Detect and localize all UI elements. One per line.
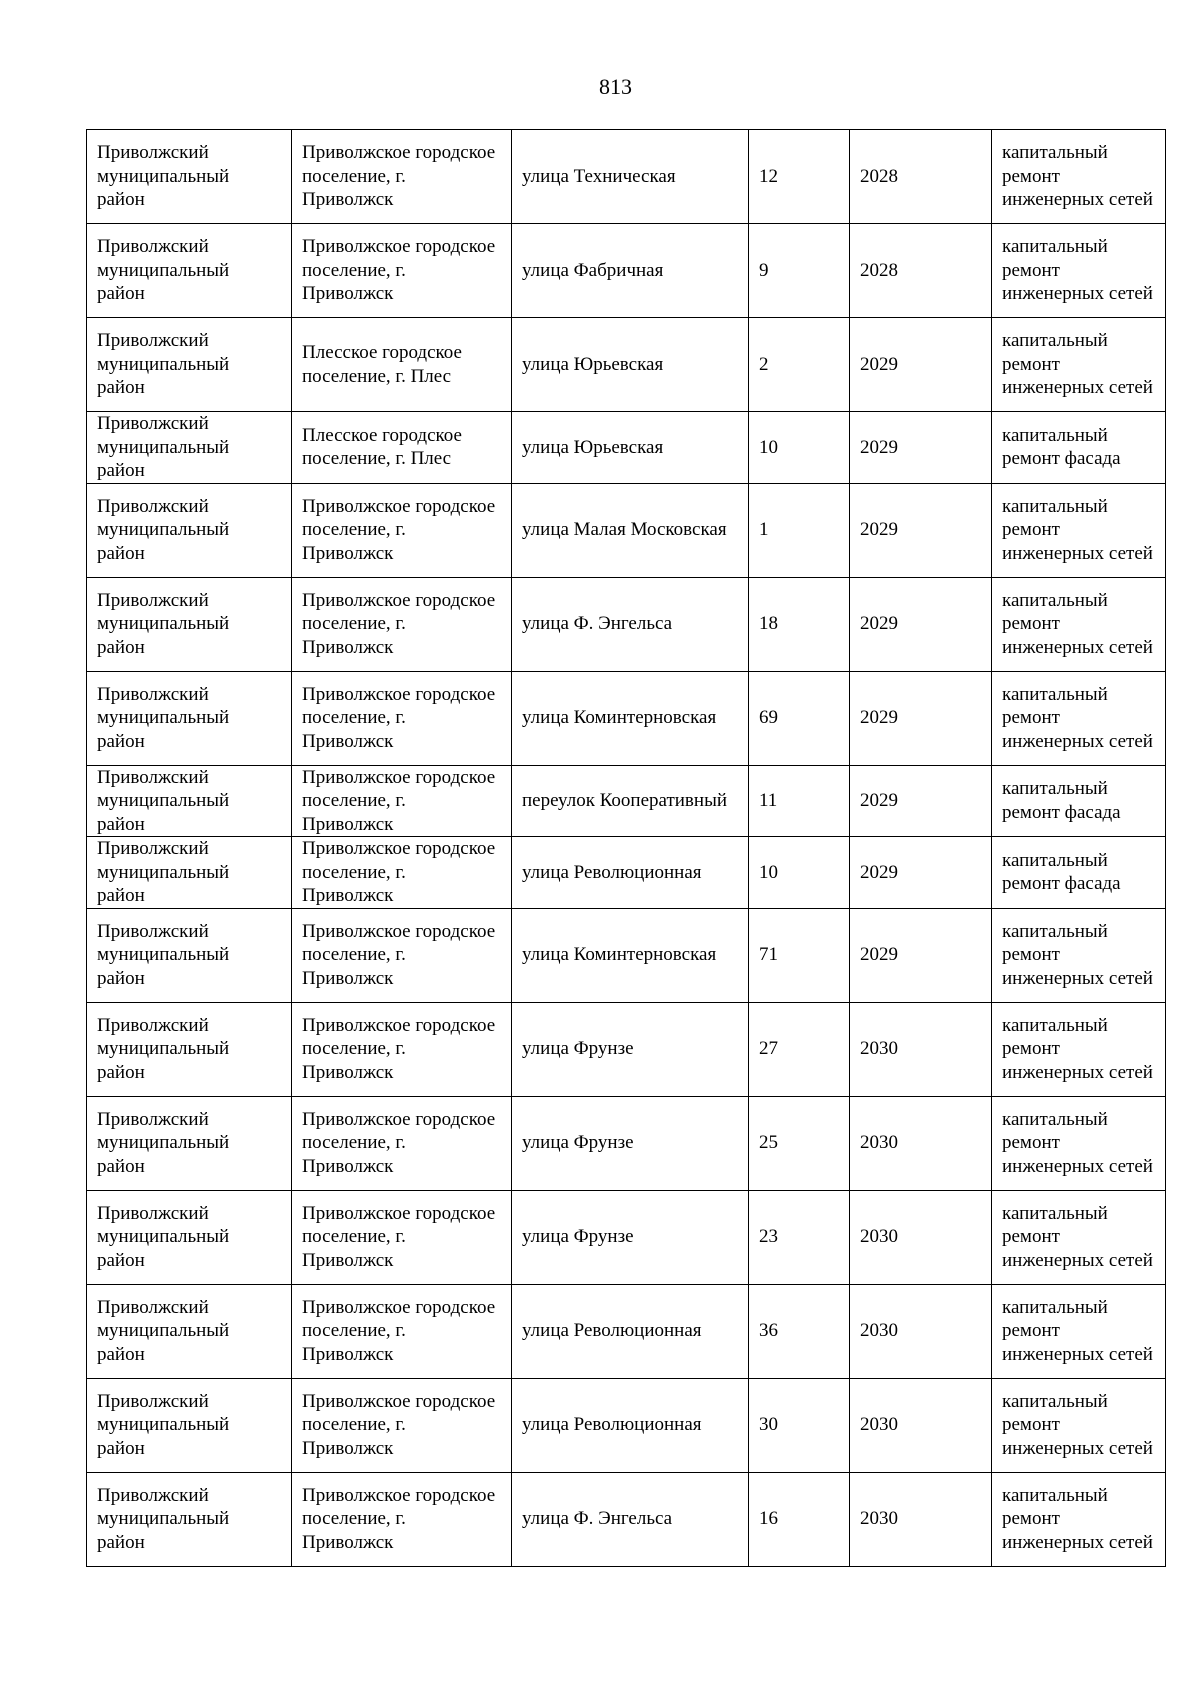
settlement-cell: Приволжское городское поселение, г. Приволжск: [292, 1472, 512, 1566]
table-row: [87, 1002, 1166, 1096]
year-cell: 2029: [850, 412, 992, 484]
house-number-cell: 1: [749, 483, 850, 577]
district-cell: Приволжский муниципальный район: [87, 1378, 292, 1472]
year-cell: 2029: [850, 483, 992, 577]
district-cell: Приволжский муниципальный район: [87, 837, 292, 909]
year-cell: 2030: [850, 1002, 992, 1096]
table-row: [87, 1096, 1166, 1190]
house-number-cell: 10: [749, 837, 850, 909]
table-row: [87, 483, 1166, 577]
district-cell: Приволжский муниципальный район: [87, 1190, 292, 1284]
table-row: [87, 1378, 1166, 1472]
work-type-cell: капитальный ремонт инженерных сетей: [992, 1284, 1166, 1378]
work-type-cell: капитальный ремонт инженерных сетей: [992, 1378, 1166, 1472]
table-row: [87, 1284, 1166, 1378]
street-cell: улица Фрунзе: [512, 1096, 749, 1190]
table-row: [87, 224, 1166, 318]
year-cell: 2029: [850, 577, 992, 671]
settlement-cell: Приволжское городское поселение, г. Приволжск: [292, 1284, 512, 1378]
house-number-cell: 25: [749, 1096, 850, 1190]
table-body: [87, 130, 1166, 1567]
work-type-cell: капитальный ремонт инженерных сетей: [992, 483, 1166, 577]
settlement-cell: Приволжское городское поселение, г. Приволжск: [292, 671, 512, 765]
settlement-cell: Приволжское городское поселение, г. Приволжск: [292, 837, 512, 909]
house-number-cell: 2: [749, 318, 850, 412]
district-cell: Приволжский муниципальный район: [87, 130, 292, 224]
street-cell: улица Коминтерновская: [512, 908, 749, 1002]
district-cell: Приволжский муниципальный район: [87, 1002, 292, 1096]
house-number-cell: 36: [749, 1284, 850, 1378]
house-number-cell: 10: [749, 412, 850, 484]
work-type-cell: капитальный ремонт инженерных сетей: [992, 908, 1166, 1002]
settlement-cell: Приволжское городское поселение, г. Приволжск: [292, 224, 512, 318]
settlement-cell: Приволжское городское поселение, г. Приволжск: [292, 483, 512, 577]
street-cell: улица Юрьевская: [512, 318, 749, 412]
year-cell: 2029: [850, 837, 992, 909]
year-cell: 2030: [850, 1472, 992, 1566]
street-cell: улица Революционная: [512, 1284, 749, 1378]
street-cell: улица Малая Московская: [512, 483, 749, 577]
settlement-cell: Приволжское городское поселение, г. Приволжск: [292, 577, 512, 671]
table-row: [87, 837, 1166, 909]
work-type-cell: капитальный ремонт инженерных сетей: [992, 318, 1166, 412]
street-cell: улица Революционная: [512, 837, 749, 909]
district-cell: Приволжский муниципальный район: [87, 224, 292, 318]
table-row: [87, 318, 1166, 412]
table-row: [87, 908, 1166, 1002]
work-type-cell: капитальный ремонт фасада: [992, 837, 1166, 909]
year-cell: 2028: [850, 224, 992, 318]
district-cell: Приволжский муниципальный район: [87, 765, 292, 837]
table-row: [87, 577, 1166, 671]
table-row: [87, 412, 1166, 484]
district-cell: Приволжский муниципальный район: [87, 671, 292, 765]
street-cell: улица Ф. Энгельса: [512, 577, 749, 671]
year-cell: 2030: [850, 1190, 992, 1284]
settlement-cell: Приволжское городское поселение, г. Приволжск: [292, 1002, 512, 1096]
street-cell: улица Фабричная: [512, 224, 749, 318]
district-cell: Приволжский муниципальный район: [87, 908, 292, 1002]
work-type-cell: капитальный ремонт инженерных сетей: [992, 577, 1166, 671]
work-type-cell: капитальный ремонт инженерных сетей: [992, 1472, 1166, 1566]
street-cell: переулок Кооперативный: [512, 765, 749, 837]
house-number-cell: 12: [749, 130, 850, 224]
year-cell: 2029: [850, 671, 992, 765]
table-row: [87, 1190, 1166, 1284]
district-cell: Приволжский муниципальный район: [87, 318, 292, 412]
house-number-cell: 9: [749, 224, 850, 318]
table-row: [87, 765, 1166, 837]
table-row: [87, 671, 1166, 765]
street-cell: улица Революционная: [512, 1378, 749, 1472]
district-cell: Приволжский муниципальный район: [87, 483, 292, 577]
table-row: [87, 130, 1166, 224]
settlement-cell: Плесское городское поселение, г. Плес: [292, 318, 512, 412]
year-cell: 2029: [850, 318, 992, 412]
street-cell: улица Юрьевская: [512, 412, 749, 484]
work-type-cell: капитальный ремонт инженерных сетей: [992, 671, 1166, 765]
settlement-cell: Плесское городское поселение, г. Плес: [292, 412, 512, 484]
district-cell: Приволжский муниципальный район: [87, 577, 292, 671]
settlement-cell: Приволжское городское поселение, г. Приволжск: [292, 1378, 512, 1472]
house-number-cell: 71: [749, 908, 850, 1002]
street-cell: улица Фрунзе: [512, 1002, 749, 1096]
work-type-cell: капитальный ремонт инженерных сетей: [992, 1190, 1166, 1284]
district-cell: Приволжский муниципальный район: [87, 1284, 292, 1378]
settlement-cell: Приволжское городское поселение, г. Приволжск: [292, 908, 512, 1002]
page-number: 813: [599, 74, 632, 99]
street-cell: улица Ф. Энгельса: [512, 1472, 749, 1566]
settlement-cell: Приволжское городское поселение, г. Приволжск: [292, 765, 512, 837]
house-number-cell: 16: [749, 1472, 850, 1566]
work-type-cell: капитальный ремонт инженерных сетей: [992, 224, 1166, 318]
work-type-cell: капитальный ремонт инженерных сетей: [992, 1096, 1166, 1190]
year-cell: 2030: [850, 1096, 992, 1190]
repair-schedule-table: [86, 129, 1166, 1567]
year-cell: 2029: [850, 765, 992, 837]
settlement-cell: Приволжское городское поселение, г. Приволжск: [292, 1190, 512, 1284]
house-number-cell: 27: [749, 1002, 850, 1096]
house-number-cell: 30: [749, 1378, 850, 1472]
year-cell: 2029: [850, 908, 992, 1002]
work-type-cell: капитальный ремонт инженерных сетей: [992, 130, 1166, 224]
street-cell: улица Техническая: [512, 130, 749, 224]
settlement-cell: Приволжское городское поселение, г. Приволжск: [292, 1096, 512, 1190]
year-cell: 2028: [850, 130, 992, 224]
house-number-cell: 11: [749, 765, 850, 837]
house-number-cell: 18: [749, 577, 850, 671]
district-cell: Приволжский муниципальный район: [87, 1472, 292, 1566]
house-number-cell: 23: [749, 1190, 850, 1284]
house-number-cell: 69: [749, 671, 850, 765]
settlement-cell: Приволжское городское поселение, г. Приволжск: [292, 130, 512, 224]
work-type-cell: капитальный ремонт инженерных сетей: [992, 1002, 1166, 1096]
table-row: [87, 1472, 1166, 1566]
street-cell: улица Фрунзе: [512, 1190, 749, 1284]
year-cell: 2030: [850, 1284, 992, 1378]
street-cell: улица Коминтерновская: [512, 671, 749, 765]
work-type-cell: капитальный ремонт фасада: [992, 765, 1166, 837]
work-type-cell: капитальный ремонт фасада: [992, 412, 1166, 484]
district-cell: Приволжский муниципальный район: [87, 1096, 292, 1190]
year-cell: 2030: [850, 1378, 992, 1472]
district-cell: Приволжский муниципальный район: [87, 412, 292, 484]
